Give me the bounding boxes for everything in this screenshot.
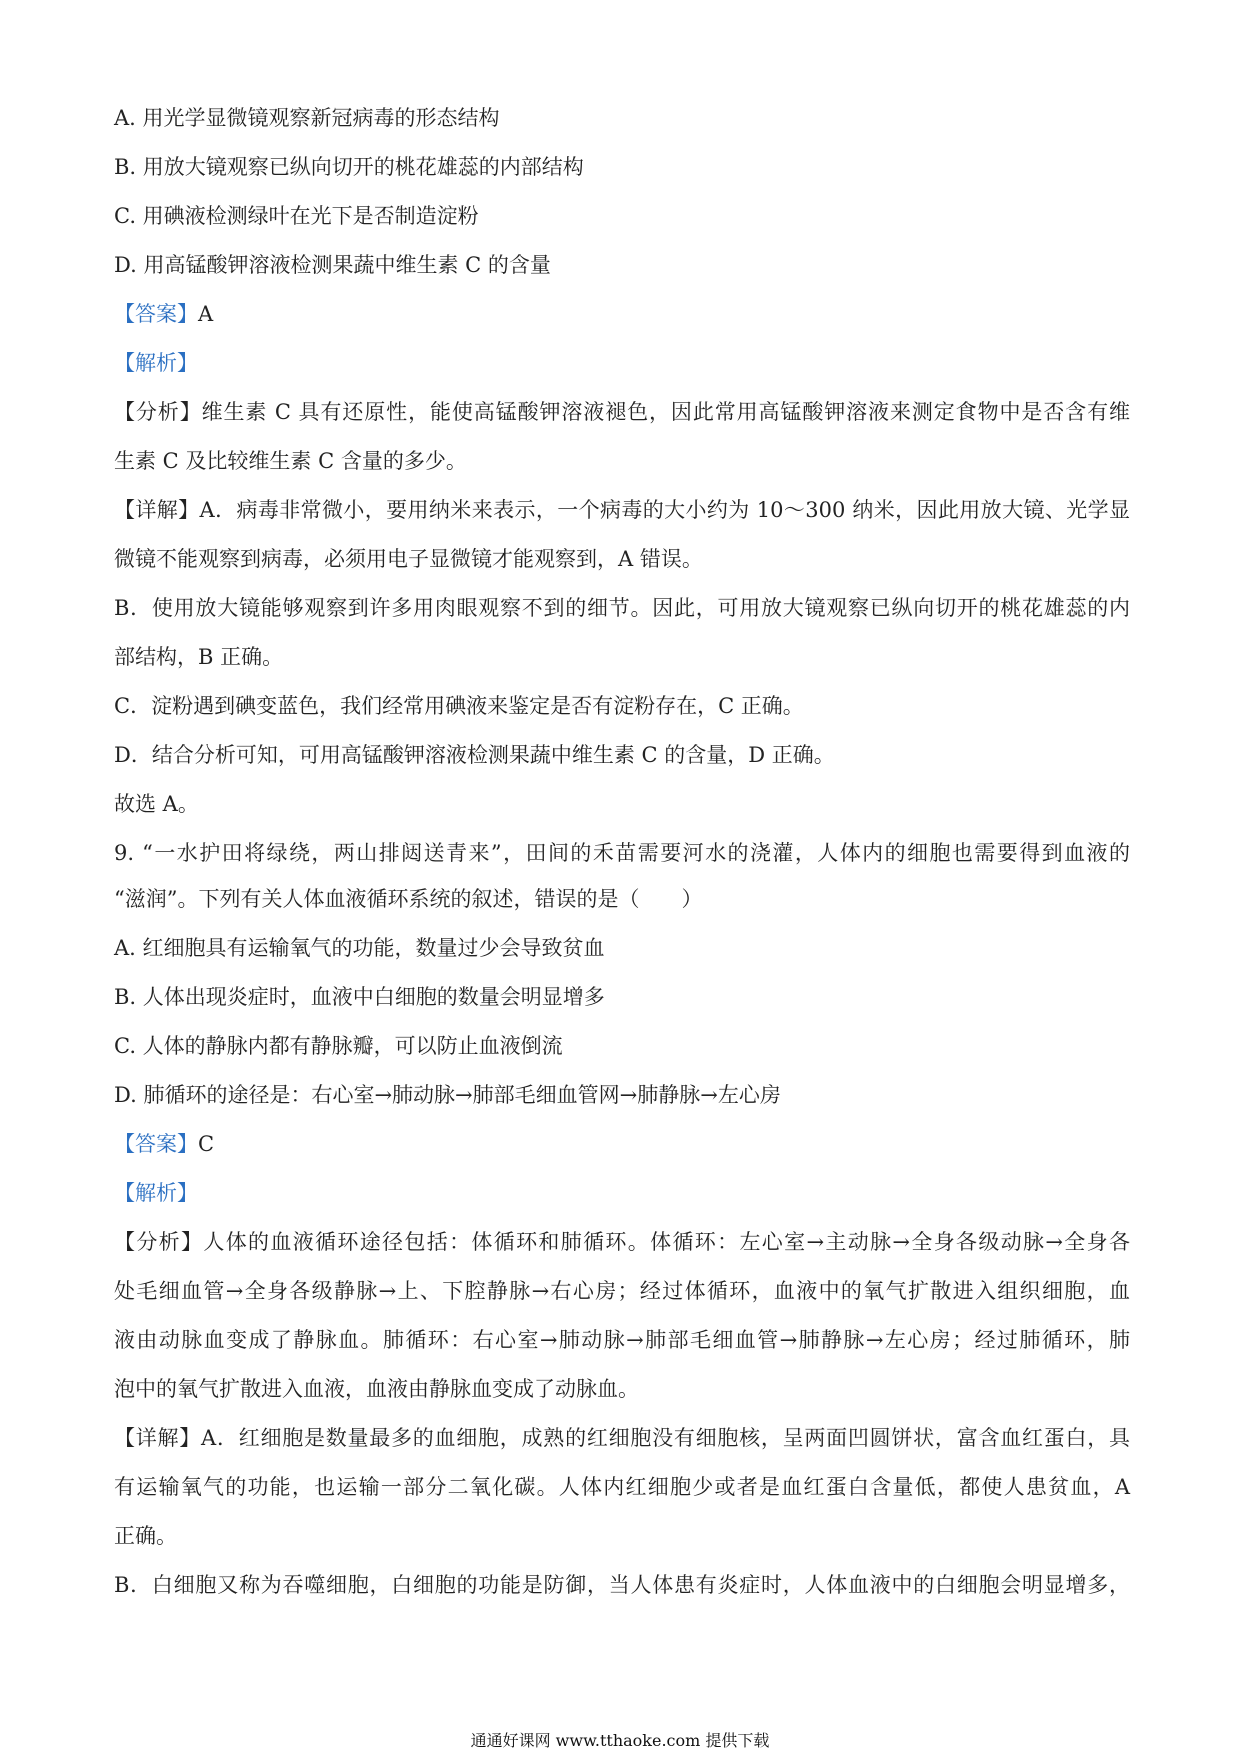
answer-tag: 【答案】 (114, 1132, 198, 1156)
answer-tag: 【答案】 (114, 302, 198, 326)
q8-detail-line: B．使用放大镜能够观察到许多用肉眼观察不到的细节。因此，可用放大镜观察已纵向切开的桃花雄蕊的内 (114, 596, 1130, 620)
q9-analysis-line: 泡中的氧气扩散进入血液，血液由静脉血变成了动脉血。 (114, 1377, 639, 1401)
page-footer: 通通好课网 www.tthaoke.com 提供下载 (470, 1731, 770, 1750)
answer-value: A (198, 302, 214, 326)
q8-analysis-line: 【分析】维生素 C 具有还原性，能使高锰酸钾溶液褪色，因此常用高锰酸钾溶液来测定食物中是否含有维 (114, 400, 1130, 424)
q9-detail-line: 正确。 (114, 1524, 177, 1548)
q8-option-b: B. 用放大镜观察已纵向切开的桃花雄蕊的内部结构 (114, 155, 584, 179)
q9-stem-line: 9. “一水护田将绿绕，两山排闼送青来”，田间的禾苗需要河水的浇灌，人体内的细胞也需要得到血液的 (114, 841, 1130, 865)
q9-answer (114, 1130, 214, 1158)
q8-detail-line: 微镜不能观察到病毒，必须用电子显微镜才能观察到，A 错误。 (114, 547, 703, 571)
q8-detail-line: 部结构，B 正确。 (114, 645, 284, 669)
q9-analysis-line: 液由动脉血变成了静脉血。肺循环：右心室→肺动脉→肺部毛细血管→肺静脉→左心房；经过肺循环，肺 (114, 1328, 1130, 1352)
q9-option-b: B. 人体出现炎症时，血液中白细胞的数量会明显增多 (114, 985, 605, 1009)
q9-detail-line: B．白细胞又称为吞噬细胞，白细胞的功能是防御，当人体患有炎症时，人体血液中的白细胞会明显增多， (114, 1573, 1130, 1597)
q8-option-a: A. 用光学显微镜观察新冠病毒的形态结构 (114, 106, 500, 130)
q9-option-a: A. 红细胞具有运输氧气的功能，数量过少会导致贫血 (114, 936, 605, 960)
q8-option-d: D. 用高锰酸钾溶液检测果蔬中维生素 C 的含量 (114, 253, 551, 277)
q8-conclusion: 故选 A。 (114, 792, 199, 816)
q9-stem-line: “滋润”。下列有关人体血液循环系统的叙述，错误的是（ ） (114, 887, 703, 911)
q9-analysis-tag: 【解析】 (114, 1181, 198, 1205)
q9-analysis-line: 【分析】人体的血液循环途径包括：体循环和肺循环。体循环：左心室→主动脉→全身各级动脉→全身各 (114, 1230, 1130, 1254)
q8-detail-line: D．结合分析可知，可用高锰酸钾溶液检测果蔬中维生素 C 的含量，D 正确。 (114, 743, 835, 767)
q8-option-c: C. 用碘液检测绿叶在光下是否制造淀粉 (114, 204, 479, 228)
q9-option-d: D. 肺循环的途径是：右心室→肺动脉→肺部毛细血管网→肺静脉→左心房 (114, 1083, 781, 1107)
q8-detail-line: C．淀粉遇到碘变蓝色，我们经常用碘液来鉴定是否有淀粉存在，C 正确。 (114, 694, 804, 718)
q9-detail-line: 【详解】A．红细胞是数量最多的血细胞，成熟的红细胞没有细胞核，呈两面凹圆饼状，富含血红蛋白，具 (114, 1426, 1130, 1450)
q8-analysis-tag: 【解析】 (114, 351, 198, 375)
q9-option-c: C. 人体的静脉内都有静脉瓣，可以防止血液倒流 (114, 1034, 563, 1058)
answer-value: C (198, 1132, 215, 1156)
q9-analysis-line: 处毛细血管→全身各级静脉→上、下腔静脉→右心房；经过体循环，血液中的氧气扩散进入组织细胞，血 (114, 1279, 1130, 1303)
q8-analysis-line: 生素 C 及比较维生素 C 含量的多少。 (114, 449, 467, 473)
q8-detail-line: 【详解】A．病毒非常微小，要用纳米来表示，一个病毒的大小约为 10～300 纳米，因此用放大镜、光学显 (114, 498, 1130, 522)
q9-detail-line: 有运输氧气的功能，也运输一部分二氧化碳。人体内红细胞少或者是血红蛋白含量低，都使人患贫血，A (114, 1475, 1130, 1499)
q8-answer (114, 300, 213, 328)
